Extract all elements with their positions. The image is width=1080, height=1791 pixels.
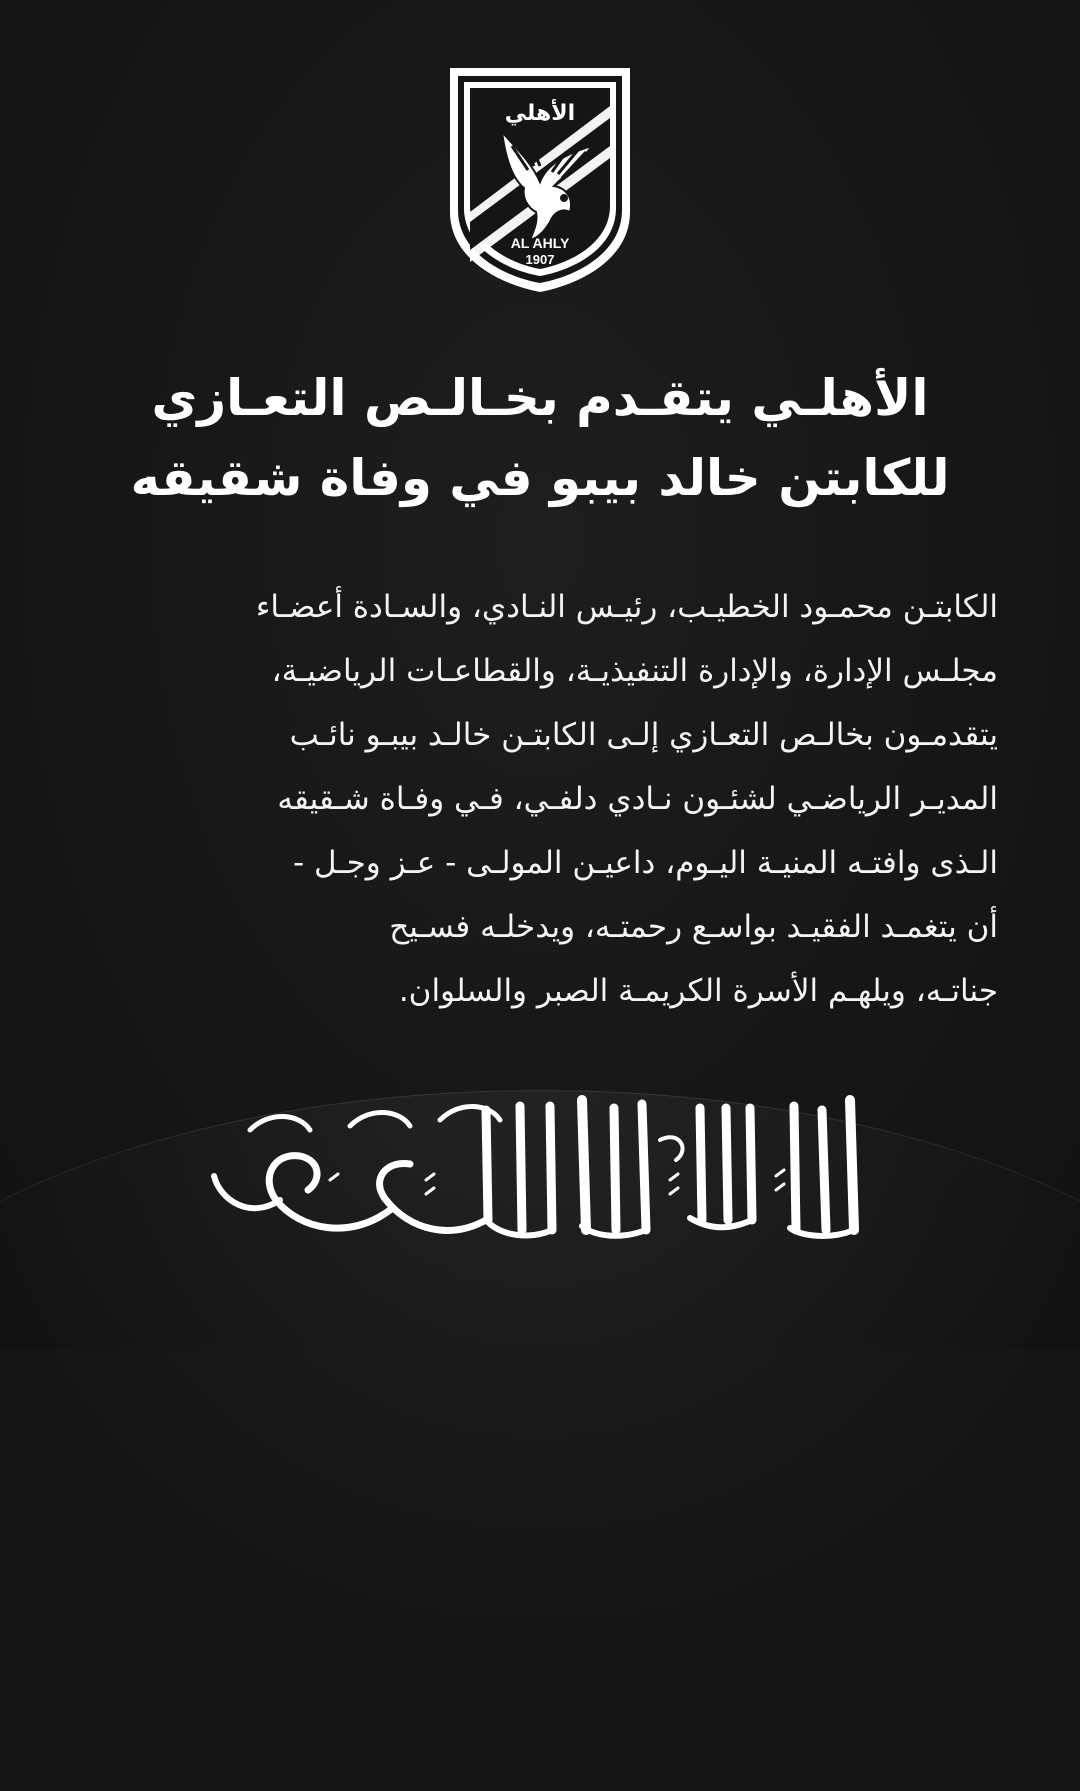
body-line: مجلـس الإدارة، والإدارة التنفيذيـة، والقطاعـات الرياضيـة، (271, 653, 998, 689)
body-line: يتقدمـون بخالـص التعـازي إلـى الكابتـن خالـد بيبـو نائـب (289, 717, 998, 753)
body-line: الـذى وافتـه المنيـة اليـوم، داعيـن المولـى - عـز وجـل - (293, 845, 998, 881)
headline (60, 358, 1020, 518)
condolence-body (78, 575, 998, 1023)
body-line: أن يتغمـد الفقيـد بواسـع رحمتـه، ويدخلـه فسـيح (389, 909, 998, 945)
al-ahly-logo (442, 62, 638, 294)
logo-arabic-name: الأهلي (504, 101, 576, 126)
body-line: المديـر الرياضـي لشئـون نـادي دلفـي، فـي وفـاة شـقيقه (277, 781, 998, 817)
headline-line-1: الأهلـي يتقـدم بخـالـص التعـازي (151, 369, 929, 427)
body-line: جناتـه، ويلهـم الأسرة الكريمـة الصبر والسلوان. (398, 973, 998, 1009)
headline-line-2: للكابتن خالد بيبو في وفاة شقيقه (130, 449, 950, 507)
logo-founded-year: 1907 (525, 252, 555, 267)
body-line: الكابتـن محمـود الخطيـب، رئيـس النـادي، والسـادة أعضـاء (255, 589, 998, 625)
logo-latin-name: AL AHLY (510, 235, 570, 251)
calligraphy-verse (190, 1080, 890, 1250)
